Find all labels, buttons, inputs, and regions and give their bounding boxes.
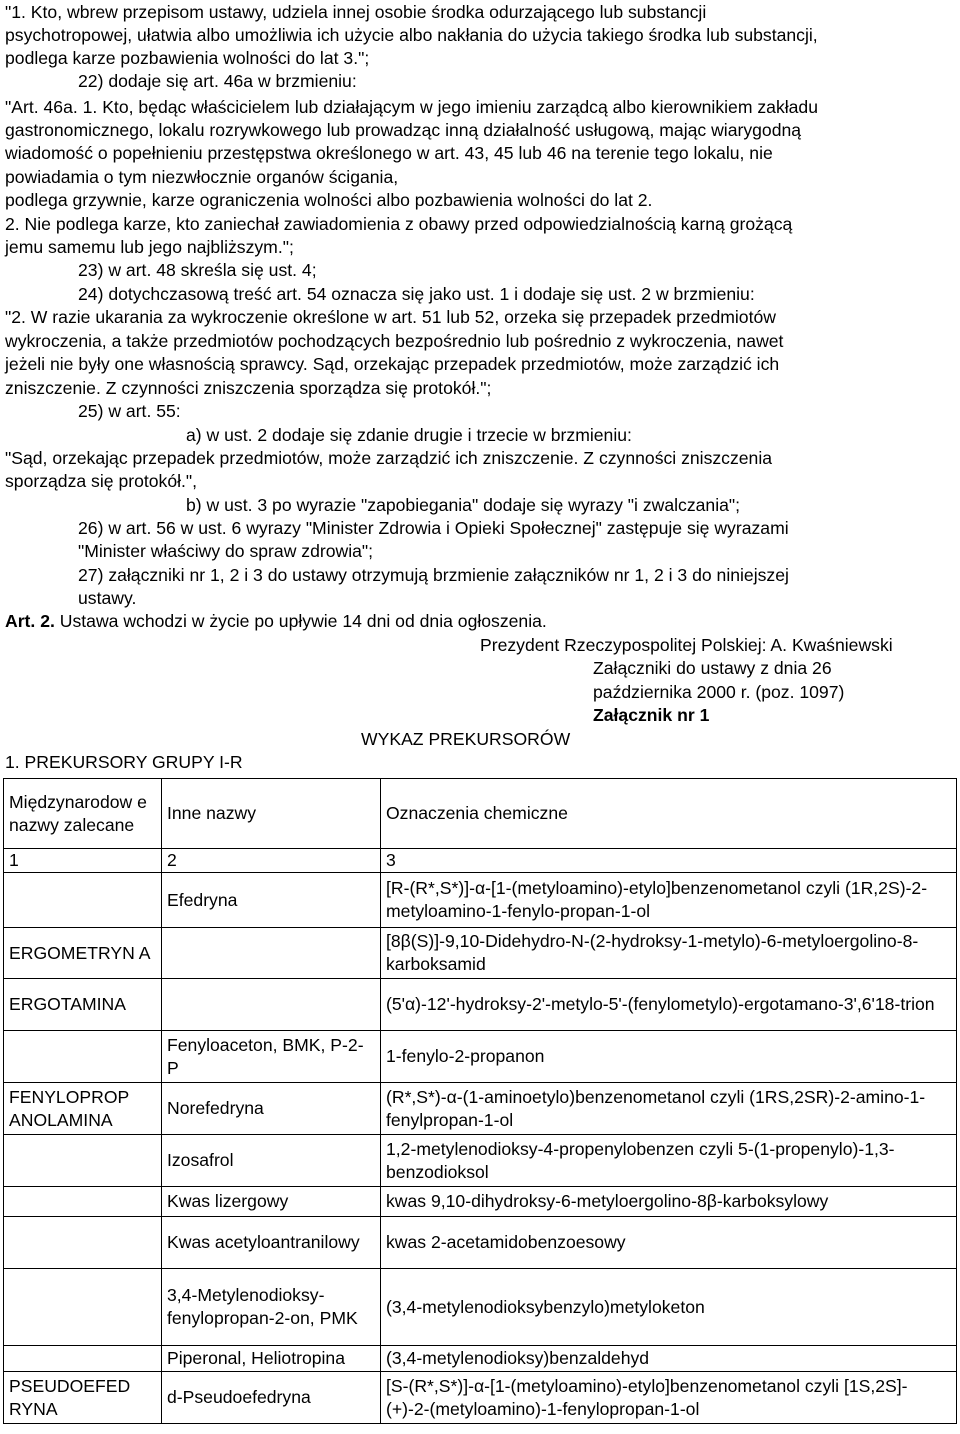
table-row [4,1269,957,1346]
table-cell [4,1217,162,1269]
column-number-row [4,849,957,873]
text-line: "1. Kto, wbrew przepisom ustawy, udziela innej osobie środka odurzającego lub substancji [5,2,707,22]
table-cell [4,1031,162,1083]
table-row [4,873,957,928]
table-cell: kwas 2-acetamidobenzoesowy [381,1217,957,1269]
annex-title: Załącznik nr 1 [593,705,710,725]
annex-reference: Załączniki do ustawy z dnia 26 [593,658,832,678]
table-cell [4,1269,162,1346]
signature: Prezydent Rzeczypospolitej Polskiej: A. Kwaśniewski [480,635,893,655]
table-cell [4,1346,162,1372]
text-line: 27) załączniki nr 1, 2 i 3 do ustawy otrzymują brzmienie załączników nr 1, 2 i 3 do niniejszej [78,565,789,585]
table-cell: (5'α)-12'-hydroksy-2'-metylo-5'-(fenylometylo)-ergotamano-3',6'18-trion [381,979,957,1031]
group-title: 1. PREKURSORY GRUPY I-R [5,752,243,772]
text-line: "2. W razie ukarania za wykroczenie określone w art. 51 lub 52, orzeka się przepadek przedmiotów [5,307,776,327]
table-cell [162,928,381,979]
header-cell: Inne nazwy [162,779,381,849]
column-number: 2 [162,849,381,873]
table-cell [162,979,381,1031]
text-line: 22) dodaje się art. 46a w brzmieniu: [78,71,357,91]
text-line: 24) dotychczasową treść art. 54 oznacza się jako ust. 1 i dodaje się ust. 2 w brzmieniu: [78,284,755,304]
table-cell: Norefedryna [162,1083,381,1135]
text-line: b) w ust. 3 po wyrazie "zapobiegania" dodaje się wyrazy "i zwalczania"; [186,495,741,515]
art2-label: Art. 2. [5,611,55,631]
text-line: 26) w art. 56 w ust. 6 wyrazy "Minister Zdrowia i Opieki Społecznej" zastępuje się wyrazami [78,518,789,538]
table-row [4,1217,957,1269]
text-line: podlega karze pozbawienia wolności do lat 3."; [5,48,370,68]
header-cell: Oznaczenia chemiczne [381,779,957,849]
table-cell: [R-(R*,S*)]-α-[1-(metyloamino)-etylo]benzenometanol czyli (1R,2S)-2-metyloamino-1-fenylo-propan-1-ol [381,873,957,928]
table-row [4,979,957,1031]
text-line: sporządza się protokół.", [5,471,198,491]
table-row [4,1135,957,1187]
table-row [4,1187,957,1217]
table-cell: (3,4-metylenodioksy)benzaldehyd [381,1346,957,1372]
table-cell: FENYLOPROP ANOLAMINA [4,1083,162,1135]
text-line: wykroczenia, a także przedmiotów pochodzących bezpośrednio lub pośrednio z wykroczenia, nawet [5,331,784,351]
table-cell: Kwas lizergowy [162,1187,381,1217]
table-row [4,1372,957,1424]
text-line: wiadomość o popełnieniu przestępstwa określonego w art. 43, 45 lub 46 na terenie tego lokalu, nie [5,143,773,163]
text-line: "Sąd, orzekając przepadek przedmiotów, może zarządzić ich zniszczenie. Z czynności zniszczenia [5,448,773,468]
text-line: 23) w art. 48 skreśla się ust. 4; [78,260,317,280]
column-number: 1 [4,849,162,873]
text-line: a) w ust. 2 dodaje się zdanie drugie i trzecie w brzmieniu: [186,425,632,445]
table-cell: Fenyloaceton, BMK, P-2-P [162,1031,381,1083]
art2-line [5,610,547,633]
text-line: ustawy. [78,588,137,608]
column-number: 3 [381,849,957,873]
table-cell: (R*,S*)-α-(1-aminoetylo)benzenometanol czyli (1RS,2SR)-2-amino-1-fenylpropan-1-ol [381,1083,957,1135]
precursor-table [3,778,957,1424]
table-cell: d-Pseudoefedryna [162,1372,381,1424]
table-cell: ERGOMETRYN A [4,928,162,979]
table-cell: kwas 9,10-dihydroksy-6-metyloergolino-8β-karboksylowy [381,1187,957,1217]
text-line: 25) w art. 55: [78,401,181,421]
header-cell: Międzynarodow e nazwy zalecane [4,779,162,849]
table-cell: 3,4-Metylenodioksy-fenylopropan-2-on, PMK [162,1269,381,1346]
table-cell: [8β(S)]-9,10-Didehydro-N-(2-hydroksy-1-metylo)-6-metyloergolino-8-karboksamid [381,928,957,979]
text-line: zniszczenie. Z czynności zniszczenia sporządza się protokół."; [5,378,492,398]
table-row [4,1031,957,1083]
table-cell: PSEUDOEFED RYNA [4,1372,162,1424]
table-cell [4,1187,162,1217]
table-cell [4,1135,162,1187]
table-row [4,928,957,979]
table-cell: 1,2-metylenodioksy-4-propenylobenzen czyli 5-(1-propenylo)-1,3-benzodioksol [381,1135,957,1187]
table-cell: Izosafrol [162,1135,381,1187]
text-line: gastronomicznego, lokalu rozrywkowego lub prowadząc inną działalność usługową, mając wiarygodną [5,120,802,140]
text-line: "Minister właściwy do spraw zdrowia"; [78,541,374,561]
table-cell: [S-(R*,S*)]-α-[1-(metyloamino)-etylo]benzenometanol czyli [1S,2S]-(+)-2-(metyloamino)-1-fenylopropan-1-ol [381,1372,957,1424]
table-cell: 1-fenylo-2-propanon [381,1031,957,1083]
table-cell [4,873,162,928]
text-line: powiadamia o tym niezwłocznie organów ścigania, [5,167,399,187]
table-cell: (3,4-metylenodioksybenzylo)metyloketon [381,1269,957,1346]
table-row [4,1346,957,1372]
table-row [4,1083,957,1135]
annex-reference: października 2000 r. (poz. 1097) [593,682,845,702]
table-cell: Piperonal, Heliotropina [162,1346,381,1372]
text-line: psychotropowej, ułatwia albo umożliwia ich użycie albo nakłania do użycia takiego środka lub substancji, [5,25,818,45]
text-line: "Art. 46a. 1. Kto, będąc właścicielem lub działającym w jego imieniu zarządcą albo kierownikiem zakładu [5,97,819,117]
list-title: WYKAZ PREKURSORÓW [361,729,571,749]
table-cell: Efedryna [162,873,381,928]
text-line: podlega grzywnie, karze ograniczenia wolności albo pozbawienia wolności do lat 2. [5,190,653,210]
art2-text: Ustawa wchodzi w życie po upływie 14 dni od dnia ogłoszenia. [54,611,547,631]
table-cell: Kwas acetyloantranilowy [162,1217,381,1269]
table-cell: ERGOTAMINA [4,979,162,1031]
table-header-row [4,779,957,849]
text-line: 2. Nie podlega karze, kto zaniechał zawiadomienia z obawy przed odpowiedzialnością karną grożącą [5,214,793,234]
text-line: jeżeli nie były one własnością sprawcy. Sąd, orzekając przepadek przedmiotów, może zarządzić ich [5,354,780,374]
text-line: jemu samemu lub jego najbliższym."; [5,237,294,257]
